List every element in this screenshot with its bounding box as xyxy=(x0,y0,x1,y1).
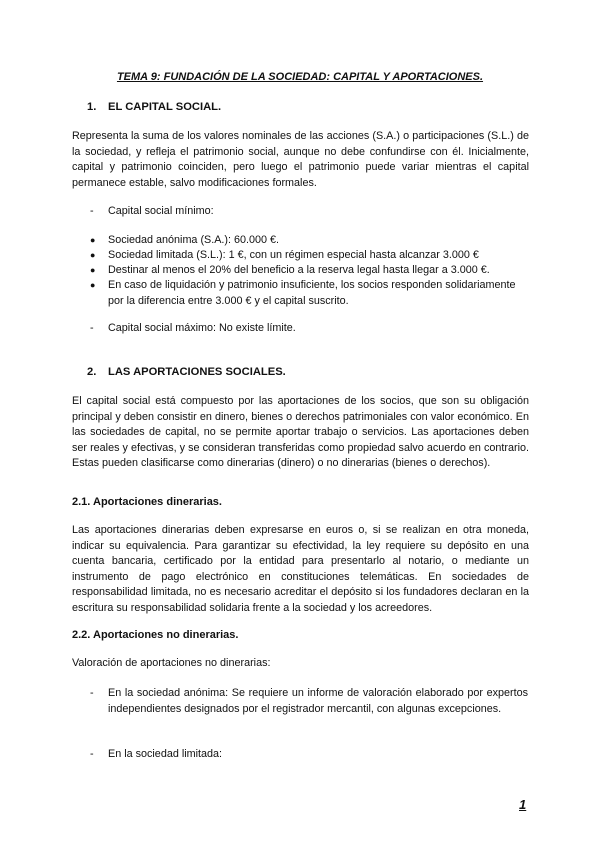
bullet-item xyxy=(90,233,530,249)
bullet-icon: ● xyxy=(90,250,96,260)
section-2-paragraph: El capital social está compuesto por las aportaciones de los socios, que son su obligación principal y deben consistir en dinero, bienes o derechos patrimoniales con valor económico. En las sociedades de capital, no se permite aportar trabajo o servicios. Las aportaciones deben ser reales y efectivas, y se consideran transferidas como propiedad salvo acuerdo en contrario. Estas pueden clasificarse como dinerarias (dinero) o no dinerarias (bienes o derechos). xyxy=(72,395,529,470)
bullet-text: Sociedad anónima (S.A.): 60.000 €. xyxy=(108,234,280,246)
subsection-2-2-intro: Valoración de aportaciones no dinerarias: xyxy=(72,657,271,669)
section-1-paragraph: Representa la suma de los valores nominales de las acciones (S.A.) o participaciones (S.L.) de la sociedad, y refleja el patrimonio social, aunque no debe confundirse con él. Inicialmente, capital y patrimonio coinciden, pero luego el patrimonio puede variar mientras el capital permanece estable, salvo modificaciones formales. xyxy=(72,130,529,189)
bullet-text: Sociedad limitada (S.L.): 1 €, con un régimen especial hasta alcanzar 3.000 € xyxy=(108,249,479,261)
bullet-item xyxy=(90,263,530,279)
bullet-icon: ● xyxy=(90,235,96,245)
dash-text: En la sociedad anónima: Se requiere un informe de valoración elaborado por expertos independientes designados por el registrador mercantil, con algunas excepciones. xyxy=(108,687,528,715)
dash-text: En la sociedad limitada: xyxy=(108,748,223,760)
dash-mark: - xyxy=(90,205,94,217)
section-2-number: 2. xyxy=(87,366,97,378)
subsection-2-1-heading: 2.1. Aportaciones dinerarias. xyxy=(72,496,222,508)
bullet-text: En caso de liquidación y patrimonio insuficiente, los socios responden solidariamente por la diferencia entre 3.000 € y el capital suscrito. xyxy=(108,279,516,307)
bullet-icon: ● xyxy=(90,280,96,290)
dash-mark: - xyxy=(90,687,94,699)
subsection-2-2-heading: 2.2. Aportaciones no dinerarias. xyxy=(72,629,239,641)
page-number: 1 xyxy=(519,797,527,812)
section-1-title: EL CAPITAL SOCIAL. xyxy=(108,101,222,113)
subsection-2-1-paragraph: Las aportaciones dinerarias deben expresarse en euros o, si se realizan en otra moneda, indicar su equivalencia. Para garantizar su efectividad, la ley requiere su depósito en una cuenta bancaria, certificado por la entidad para presentarlo al notario, o mediante un instrumento de pago electrónico en constituciones telemáticas. En sociedades de responsabilidad limitada, no es necesario acreditar el depósito si los fundadores declaran en la escritura su responsabilidad solidaria frente a la sociedad y los acreedores. xyxy=(72,524,529,614)
bullet-text: Destinar al menos el 20% del beneficio a la reserva legal hasta llegar a 3.000 €. xyxy=(108,264,490,276)
document-title: TEMA 9: FUNDACIÓN DE LA SOCIEDAD: CAPITAL Y APORTACIONES. xyxy=(116,71,484,83)
section-2-title: LAS APORTACIONES SOCIALES. xyxy=(108,366,286,378)
bullet-item xyxy=(90,278,530,309)
dash-text: Capital social máximo: No existe límite. xyxy=(108,322,296,334)
dash-mark: - xyxy=(90,748,94,760)
bullet-icon: ● xyxy=(90,265,96,275)
dash-text: Capital social mínimo: xyxy=(108,205,214,217)
section-1-number: 1. xyxy=(87,101,97,113)
bullet-item xyxy=(90,248,530,264)
dash-mark: - xyxy=(90,322,94,334)
